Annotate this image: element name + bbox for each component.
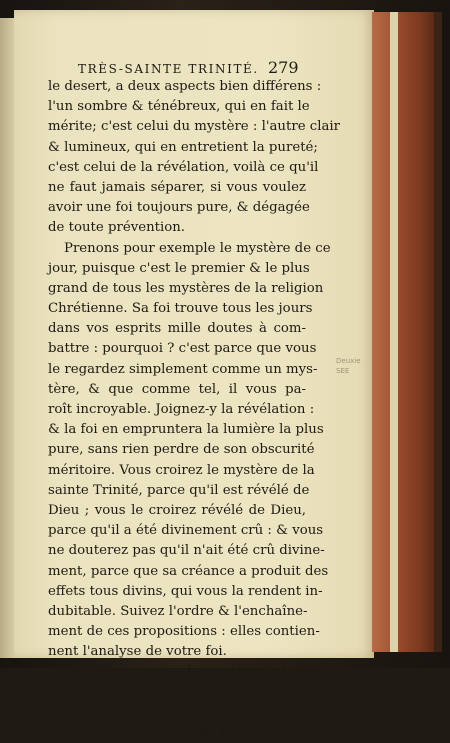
text-line: & la foi en empruntera la lumière la plus: [48, 422, 324, 438]
text-line: Prenons pour exemple le mystère de ce: [64, 240, 331, 256]
text-line: Eh! que croirez-vous donc, si vous ne: [48, 704, 306, 720]
text-line: Oui : vous croirez le mystère de la sain-: [64, 664, 332, 680]
text-line: Dieu ; vous le croirez révélé de Dieu,: [48, 502, 306, 518]
text-line: croyez pas les oracles de la vérité sur la: [48, 725, 319, 740]
book-cover-edge: [398, 12, 434, 652]
text-line: Chrétienne. Sa foi trouve tous les jours: [48, 301, 313, 317]
text-line: c'est celui de la révélation, voilà ce qu'il: [48, 159, 319, 175]
text-line: le desert, a deux aspects bien différens :: [48, 79, 322, 94]
text-line: parce qu'il a été divinement crû : & vous: [48, 523, 324, 539]
bleed-line: Deuxie: [336, 357, 361, 365]
text-line: ne faut jamais séparer, si vous voulez: [48, 179, 306, 195]
text-line: méritoire. Vous croirez le mystère de la: [48, 462, 315, 478]
text-line: sainte Trinité, parce qu'il est révélé de: [48, 482, 310, 498]
text-line: effets tous divins, qui vous la rendent in-: [48, 583, 323, 599]
text-line: ment de ces propositions : elles contien-: [48, 624, 320, 640]
text-line: battre : pourquoi ? c'est parce que vous: [48, 341, 317, 357]
page-edge-stack: [372, 12, 390, 652]
page-number: 279: [268, 58, 299, 77]
bleed-through-text: [336, 356, 361, 376]
text-line: ne douterez pas qu'il n'ait été crû divine-: [48, 543, 325, 559]
text-line: mérite; c'est celui du mystère : l'autre clair: [48, 119, 341, 135]
cover-shadow: [434, 12, 442, 652]
text-line: nent l'analyse de votre foi.: [48, 644, 227, 660]
text-line: te Trinité, parce qu'il est révélé de Dieu.: [48, 684, 322, 700]
text-line: l'un sombre & ténébreux, qui en fait le: [48, 99, 310, 115]
text-line: roît incroyable. Joignez-y la révélation :: [48, 402, 315, 417]
text-line: avoir une foi toujours pure, & dégagée: [48, 200, 310, 216]
running-head: TRÈS-SAINTE TRINITÉ.: [78, 62, 259, 76]
text-line: grand de tous les mystères de la religion: [48, 280, 324, 296]
text-line: jour, puisque c'est le premier & le plus: [48, 260, 310, 276]
text-line: tère, & que comme tel, il vous pa-: [48, 381, 306, 397]
text-line: ment, parce que sa créance a produit des: [48, 563, 329, 579]
text-line: pure, sans rien perdre de son obscurité: [48, 442, 315, 458]
page-edge-light: [390, 12, 398, 652]
text-line: dans vos esprits mille doutes à com-: [48, 321, 306, 337]
text-line: de toute prévention.: [48, 220, 186, 236]
text-line: & lumineux, qui en entretient la pureté;: [48, 139, 318, 155]
body-text: [48, 77, 341, 743]
bleed-line: SEE: [336, 367, 350, 375]
text-line: dubitable. Suivez l'ordre & l'enchaîne-: [48, 603, 308, 619]
text-line: le regardez simplement comme un mys-: [48, 361, 318, 377]
